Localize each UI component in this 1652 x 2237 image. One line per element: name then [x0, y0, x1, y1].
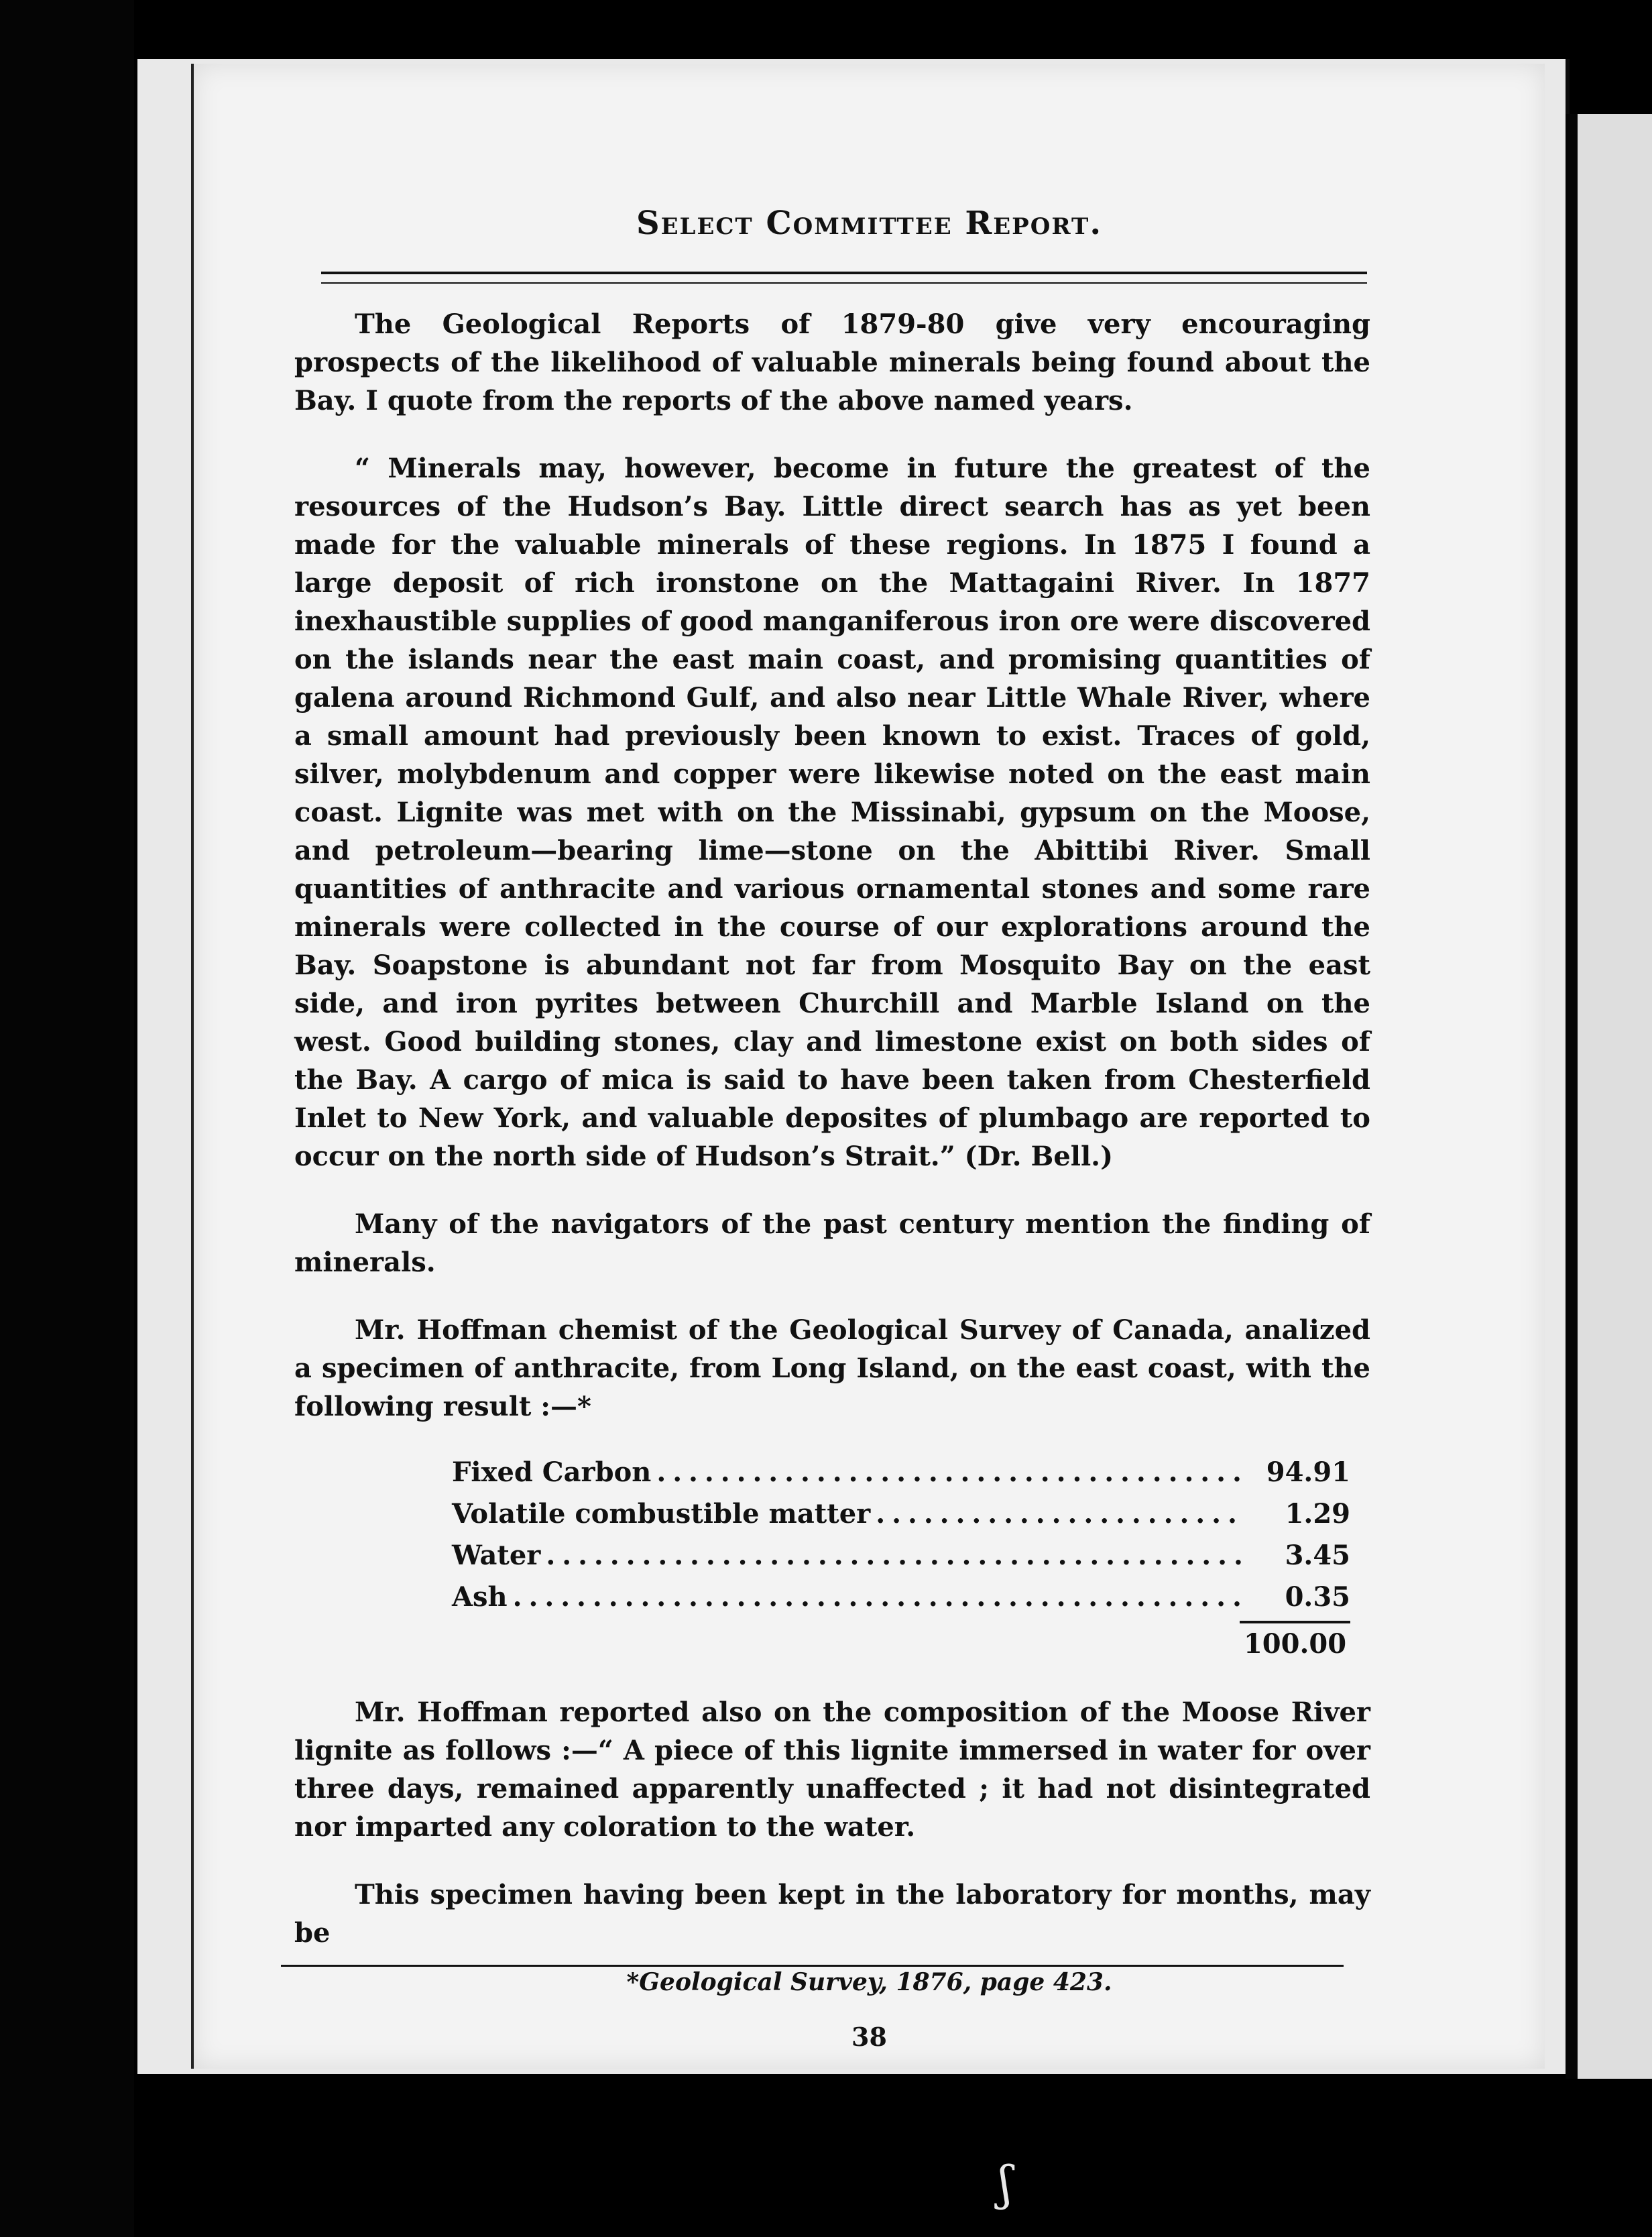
analysis-row	[452, 1535, 1350, 1576]
body-top	[294, 305, 1370, 1426]
analysis-label: Volatile combustible matter	[452, 1498, 871, 1530]
analysis-total: 100.00	[1243, 1628, 1347, 1660]
leader-dots	[546, 1535, 1244, 1576]
paragraph-quote-bell: “ Minerals may, however, become in future the greatest of the resources of the Hudson’s Bay. Little direct search has as yet been made for the valuable minerals of these regions. In 1875 I found a large deposit of rich ironstone on the Mattagaini River. In 1877 inexhaustible supplies of good manganiferous iron ore were discovered on the islands near the east main coast, and promising quantities of galena around Richmond Gulf, and also near Little Whale River, where a small amount had previously been known to exist. Traces of gold, silver, molybdenum and copper were likewise noted on the east main coast. Lignite was met with on the Missinabi, gypsum on the Moose, and petroleum—bearing lime—stone on the Abittibi River. Small quantities of anthracite and various ornamental stones and some rare minerals were collected in the course of our explorations around the Bay. Soapstone is abundant not far from Mosquito Bay on the east side, and iron pyrites between Churchill and Marble Island on the west. Good building stones, clay and limestone exist on both sides of the Bay. A cargo of mica is said to have been taken from Chesterfield Inlet to New York, and valuable deposites of plumbago are reported to occur on the north side of Hudson’s Strait.” (Dr. Bell.)	[294, 453, 1370, 1172]
page-number: 38	[851, 2022, 887, 2052]
running-header: Select Committee Report.	[636, 205, 1103, 242]
adjacent-page-strip	[1566, 114, 1652, 2079]
analysis-label: Ash	[452, 1581, 508, 1613]
analysis-total-row	[452, 1623, 1350, 1665]
leader-dots	[656, 1452, 1244, 1493]
analysis-value: 1.29	[1285, 1498, 1350, 1530]
analysis-table	[452, 1452, 1350, 1665]
paragraph-hoffman-anthracite: Mr. Hoffman chemist of the Geological Survey of Canada, analized a specimen of anthracite, from Long Island, on the east coast, with the following result :—*	[294, 1314, 1370, 1422]
document-page	[191, 64, 1545, 2069]
film-margin-left	[0, 0, 134, 2237]
paragraph-navigators: Many of the navigators of the past century mention the finding of minerals.	[294, 1208, 1370, 1278]
analysis-row	[452, 1493, 1350, 1535]
footnote: *Geological Survey, 1876, page 423.	[626, 1968, 1112, 1996]
body-bottom	[294, 1693, 1370, 1952]
analysis-value: 3.45	[1285, 1540, 1350, 1571]
analysis-label: Water	[452, 1540, 541, 1571]
analysis-row	[452, 1576, 1350, 1618]
paragraph-intro: The Geological Reports of 1879-80 give very encouraging prospects of the likelihood of valuable minerals being found about the Bay. I quote from the reports of the above named years.	[294, 308, 1370, 416]
analysis-value: 94.91	[1266, 1456, 1350, 1488]
analysis-row	[452, 1452, 1350, 1493]
scan-artifact-mark: ʃ	[999, 2156, 1012, 2211]
analysis-label: Fixed Carbon	[452, 1456, 652, 1488]
analysis-value: 0.35	[1285, 1581, 1350, 1613]
leader-dots	[876, 1493, 1244, 1535]
paragraph-specimen: This specimen having been kept in the laboratory for months, may be	[294, 1879, 1370, 1949]
footnote-rule	[281, 1965, 1344, 1967]
leader-dots	[513, 1576, 1244, 1618]
header-rule	[321, 272, 1367, 284]
paragraph-moose-lignite: Mr. Hoffman reported also on the composition of the Moose River lignite as follows :—“ A piece of this lignite immersed in water for over three days, remained apparently unaffected ; it had not disintegrated nor imparted any coloration to the water.	[294, 1697, 1370, 1843]
